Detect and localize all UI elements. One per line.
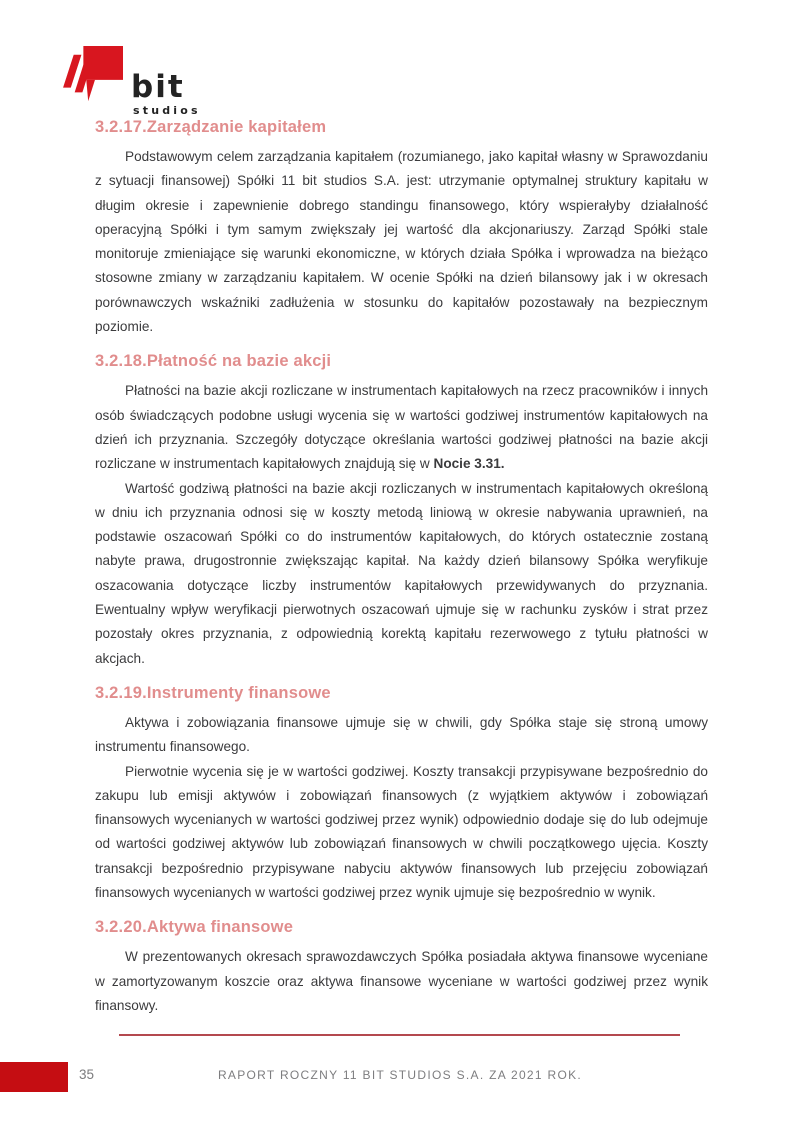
section-heading-3-2-20: 3.2.20.Aktywa finansowe xyxy=(95,918,294,937)
section-heading-3-2-19: 3.2.19.Instrumenty finansowe xyxy=(95,683,331,702)
section-heading-3-2-17: 3.2.17.Zarządzanie kapitałem xyxy=(95,118,327,136)
paragraph: W prezentowanych okresach sprawozdawczych Spółka posiadała aktywa finansowe wyceniane w zamortyzowanym koszcie oraz aktywa finansowe wyceniane w wartości godziwej przez wynik finansowy. xyxy=(95,949,708,1013)
paragraph: Podstawowym celem zarządzania kapitałem (rozumianego, jako kapitał własny w Sprawozdaniu z sytuacji finansowej) Spółki 11 bit studios S.A. jest: utrzymanie optymalnej struktury kapitału w długim okresie i zapewnienie dobrego standingu finansowego, który wspierałyby działalność operacyjną Spółki i tym samym zwiększały jej wartość dla akcjonariuszy. Zarząd Spółki stale monitoruje zmieniające się warunki ekonomiczne, w których działa Spółka i wprowadza na bieżąco stosowne zmiany w zarządzaniu kapitałem. W ocenie Spółki na dzień bilansowy jak i w okresach porównawczych wskaźniki zadłużenia w stosunku do kapitałów pozostawały na bezpiecznym poziomie. xyxy=(95,149,708,335)
paragraph-text: Płatności na bazie akcji rozliczane w instrumentach kapitałowych na rzecz pracowników i innych osób świadczących podobne usługi wycenia się w wartości godziwej instrumentów kapitałowych na dzień ich przyznania. Szczegóły dotyczące określania wartości godziwej płatności na bazie akcji rozliczane w instrumentach kapitałowych znajdują się w xyxy=(95,383,708,472)
paragraph: Wartość godziwą płatności na bazie akcji rozliczanych w instrumentach kapitałowych określoną w dniu ich przyznania odnosi się w koszty metodą liniową w okresie nabywania uprawnień, na podstawie oszacowań Spółki co do instrumentów kapitałowych, do których ostatecznie zostaną nabyte prawa, drugostronnie zwiększając kapitał. Na każdy dzień bilansowy Spółka weryfikuje oszacowania dotyczące liczby instrumentów kapitałowych przewidywanych do przyznania. Ewentualny wpływ weryfikacji pierwotnych oszacowań ujmuje się w rachunku zysków i strat przez pozostały okres przyznania, z odpowiednią korektą kapitału rezerwowego z tytułu płatności w akcjach. xyxy=(95,480,708,666)
logo-bit-label: bit xyxy=(131,69,185,105)
note-reference: Nocie 3.31. xyxy=(433,456,505,472)
logo-11-icon xyxy=(63,46,125,104)
paragraph: Pierwotnie wycenia się je w wartości godziwej. Koszty transakcji przypisywane bezpośrednio do zakupu lub emisji aktywów i zobowiązań finansowych (z wyjątkiem aktywów i zobowiązań finansowych wycenianych w wartości godziwej przez wynik) odpowiednio dodaje się do lub odejmuje od wartości godziwej aktywów lub zobowiązań finansowych w chwili początkowego ujęcia. Koszty transakcji bezpośrednio przypisywane nabyciu aktywów finansowych lub przejęciu zobowiązań finansowych wycenianych w wartości godziwej przez wynik ujmuje się bezpośrednio w wynik. xyxy=(95,763,708,901)
page-number: 35 xyxy=(79,1067,95,1082)
paragraph xyxy=(95,379,708,476)
document-body xyxy=(95,118,708,1018)
footer-divider-line xyxy=(119,1034,680,1036)
company-logo xyxy=(63,46,201,116)
paragraph: Aktywa i zobowiązania finansowe ujmuje się w chwili, gdy Spółka staje się stroną umowy instrumentu finansowego. xyxy=(95,714,708,755)
logo-studios-label: studios xyxy=(133,104,201,117)
section-heading-3-2-18: 3.2.18.Płatność na bazie akcji xyxy=(95,352,332,371)
footer-report-title: RAPORT ROCZNY 11 BIT STUDIOS S.A. ZA 2021 ROK. xyxy=(217,1068,583,1082)
logo-wordmark xyxy=(131,69,201,117)
